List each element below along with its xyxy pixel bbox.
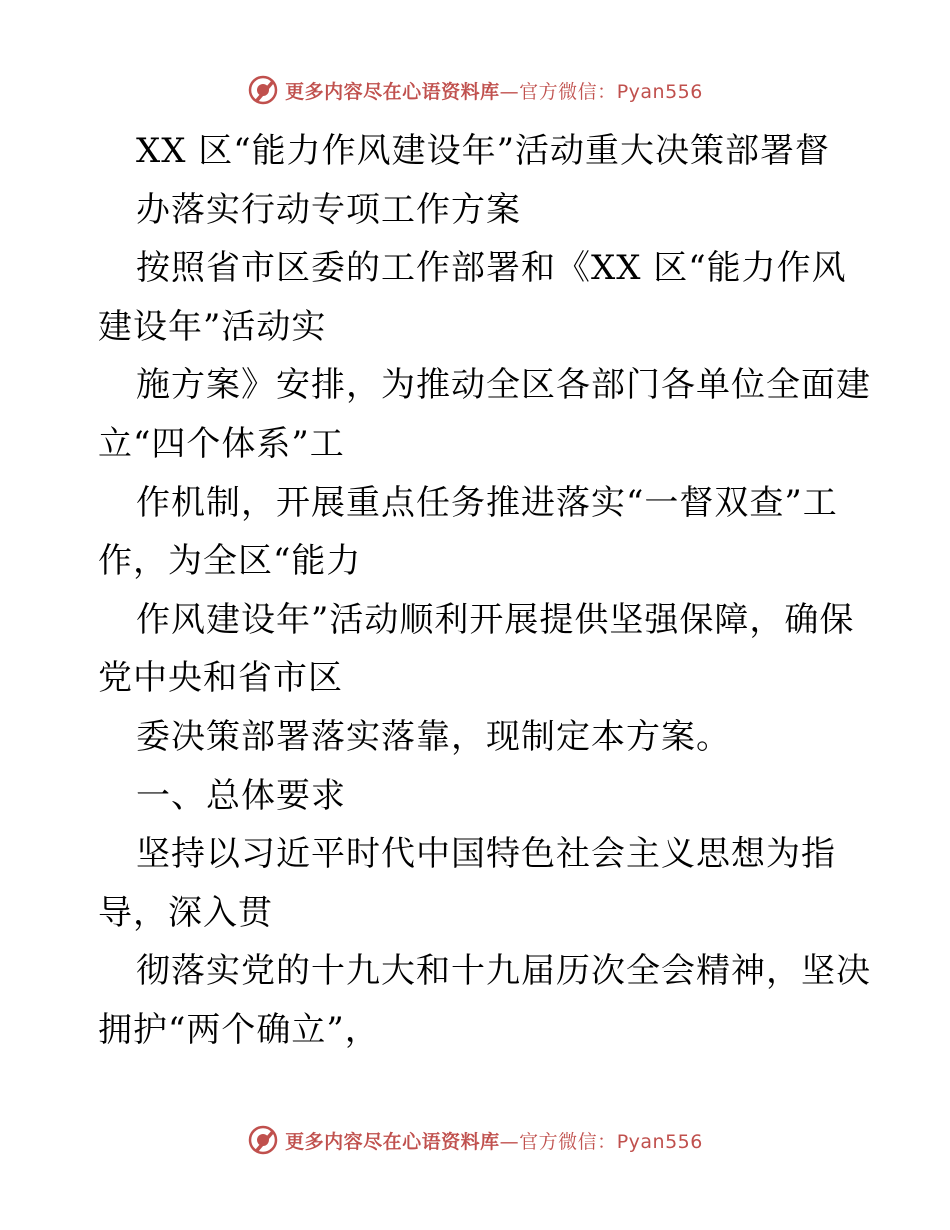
document-line: XX 区“能力作风建设年”活动重大决策部署督 — [136, 131, 830, 171]
footer-watermark — [0, 1120, 950, 1160]
document-line: 坚持以习近平时代中国特色社会主义思想为指 — [136, 834, 836, 875]
document-line: 办落实行动专项工作方案 — [136, 189, 521, 230]
watermark-id: Pyan556 — [616, 80, 703, 103]
document-line: 委决策部署落实落靠，现制定本方案。 — [136, 716, 731, 757]
quill-logo-icon — [247, 1124, 279, 1156]
document-line: 作风建设年”活动顺利开展提供坚强保障，确保 — [136, 599, 855, 640]
document-line: 按照省市区委的工作部署和《XX 区“能力作风 — [136, 248, 847, 289]
document-line: 建设年”活动实 — [98, 306, 327, 347]
watermark-text — [285, 1127, 703, 1154]
watermark-suffix: 官方微信： — [519, 80, 617, 103]
watermark-id: Pyan556 — [616, 1130, 703, 1153]
watermark-name: 更多内容尽在心语资料库 — [285, 1130, 500, 1153]
quill-logo-icon — [247, 74, 279, 106]
document-line: 拥护“两个确立”， — [98, 1009, 380, 1050]
document-line: 导，深入贯 — [98, 892, 273, 933]
document-line: 作，为全区“能力 — [98, 541, 362, 582]
header-watermark — [0, 70, 950, 110]
document-line: 作机制，开展重点任务推进落实“一督双查”工 — [136, 482, 838, 523]
document-line: 彻落实党的十九大和十九届历次全会精神，坚决 — [136, 951, 871, 992]
document-body — [98, 122, 871, 1060]
watermark-suffix: 官方微信： — [519, 1130, 617, 1153]
watermark-separator: — — [499, 1130, 520, 1153]
document-line: 立“四个体系”工 — [98, 423, 345, 464]
document-line: 施方案》安排，为推动全区各部门各单位全面建 — [136, 365, 871, 406]
watermark-text — [285, 77, 703, 104]
watermark-name: 更多内容尽在心语资料库 — [285, 80, 500, 103]
watermark-separator: — — [499, 80, 520, 103]
document-line: 党中央和省市区 — [98, 658, 343, 699]
document-line: 一、总体要求 — [136, 775, 346, 816]
